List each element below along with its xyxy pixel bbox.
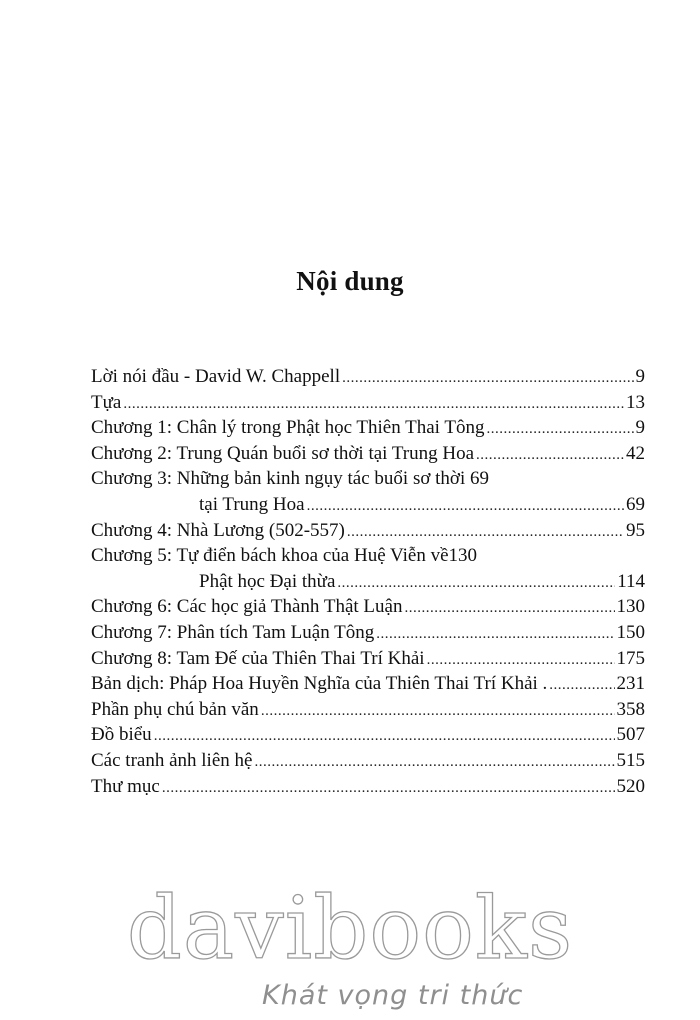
toc-entry [91, 543, 645, 569]
toc-dot-leader [486, 417, 633, 443]
toc-entry-label: tại Trung Hoa [199, 493, 305, 515]
toc-entry-label: Chương 6: Các học giả Thành Thật Luận [91, 596, 403, 618]
toc-entry [91, 594, 645, 620]
toc-entry [91, 390, 645, 416]
toc-entry-label: Chương 1: Chân lý trong Phật học Thiên Thai Tông [91, 417, 485, 439]
toc-entry-page: 114 [617, 570, 645, 592]
watermark-tagline: Khát vọng tri thức [262, 980, 524, 1011]
toc-dot-leader [337, 571, 615, 597]
toc-entry [91, 697, 645, 723]
toc-entry-label: Phần phụ chú bản văn [91, 698, 259, 720]
toc-entry [91, 671, 645, 697]
toc-entry-page: 69 [626, 493, 645, 515]
toc-entry-label: Các tranh ảnh liên hệ [91, 749, 253, 771]
toc-entry-label: Thư mục [91, 775, 160, 797]
toc-entry [91, 415, 645, 441]
toc-entry-page: 520 [616, 775, 645, 797]
toc-entry-label: Bản dịch: Pháp Hoa Huyền Nghĩa của Thiên Thai Trí Khải . [91, 673, 548, 695]
toc-entry-page: 130 [616, 596, 645, 618]
toc-dot-leader [254, 750, 614, 776]
toc-entry-label: Chương 3: Những bản kinh ngụy tác buổi sơ thời 69 [91, 468, 489, 490]
toc-entry-label: Chương 7: Phân tích Tam Luận Tông [91, 621, 375, 643]
toc-entry-continued [91, 492, 645, 518]
toc-dot-leader [347, 520, 624, 546]
toc-entry-page: 507 [616, 724, 645, 746]
toc-dot-leader [342, 366, 633, 392]
toc-entry [91, 646, 645, 672]
toc-entry-page: 9 [635, 366, 645, 387]
toc-entry-label: Chương 2: Trung Quán buổi sơ thời tại Trung Hoa [91, 442, 475, 464]
toc-dot-leader [549, 673, 614, 699]
toc-dot-leader [376, 622, 614, 648]
toc-entry-label: Lời nói đầu - David W. Chappell [91, 366, 341, 387]
toc-entry [91, 466, 645, 492]
toc-entry-page: 150 [616, 621, 645, 643]
toc-entry-label: Chương 4: Nhà Lương (502-557) [91, 519, 345, 541]
toc-entry-continued [91, 569, 645, 595]
toc-entry [91, 722, 645, 748]
toc-entry-label: Chương 5: Tự điển bách khoa của Huệ Viễn về130 [91, 545, 478, 567]
toc-entry-label: Chương 8: Tam Đế của Thiên Thai Trí Khải [91, 647, 425, 669]
toc-dot-leader [307, 494, 624, 520]
toc-entry [91, 518, 645, 544]
toc-dot-leader [261, 699, 615, 725]
toc-entry [91, 364, 645, 390]
toc-entry [91, 748, 645, 774]
toc-entry [91, 441, 645, 467]
toc-dot-leader [162, 776, 615, 802]
watermark-logo: davibooks [126, 879, 574, 979]
toc-entry-page: 515 [616, 749, 645, 771]
toc-entry-page: 175 [616, 647, 645, 669]
toc-dot-leader [123, 392, 624, 418]
toc-entry-page: 358 [616, 698, 645, 720]
toc-entry [91, 774, 645, 800]
toc-dot-leader [404, 596, 614, 622]
toc-entry-page: 9 [635, 417, 645, 439]
toc-entry-label: Phật học Đại thừa [199, 570, 336, 592]
toc-entry-page: 231 [616, 673, 645, 695]
toc-dot-leader [476, 443, 624, 469]
toc-entry-page: 42 [626, 442, 645, 464]
toc-dot-leader [154, 724, 615, 750]
toc-entry-page: 95 [626, 519, 645, 541]
toc-entry-label: Tựa [91, 391, 122, 413]
toc-entry-page: 13 [626, 391, 645, 413]
toc-entry [91, 620, 645, 646]
toc-dot-leader [427, 648, 615, 674]
toc-entry-label: Đồ biểu [91, 724, 152, 746]
table-of-contents [91, 364, 645, 799]
toc-title: Nội dung [296, 266, 404, 296]
